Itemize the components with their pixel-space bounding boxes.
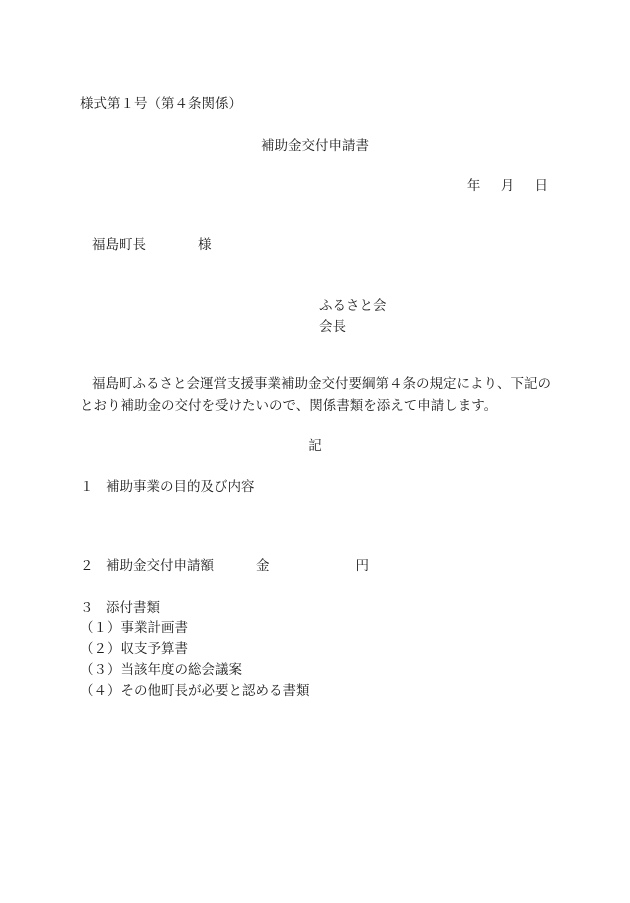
form-number: 様式第１号（第４条関係） xyxy=(80,96,242,112)
item-amount xyxy=(80,557,369,575)
attachment-item: （３）当該年度の総会議案 xyxy=(80,662,242,678)
addressee xyxy=(92,236,212,254)
date-day: 日 xyxy=(534,178,548,194)
document-title: 補助金交付申請書 xyxy=(261,138,369,154)
item-number: ３ xyxy=(80,600,94,616)
item-label: 補助金交付申請額 xyxy=(106,558,214,574)
item-attachments xyxy=(80,599,160,617)
addressee-honorific: 様 xyxy=(198,237,212,253)
item-number: ２ xyxy=(80,558,94,574)
amount-kin: 金 xyxy=(256,558,270,574)
ki-heading: 記 xyxy=(308,438,322,454)
attachment-item: （１）事業計画書 xyxy=(80,620,188,636)
item-label: 添付書類 xyxy=(106,600,160,616)
date-line xyxy=(451,177,548,195)
item-purpose xyxy=(80,478,255,496)
item-label: 補助事業の目的及び内容 xyxy=(106,479,255,495)
applicant-role: 会長 xyxy=(319,319,346,335)
attachment-item: （４）その他町長が必要と認める書類 xyxy=(80,683,310,699)
date-month: 月 xyxy=(500,178,515,194)
addressee-name: 福島町長 xyxy=(92,237,146,253)
applicant-organization: ふるさと会 xyxy=(319,298,387,314)
item-number: １ xyxy=(80,479,94,495)
date-year: 年 xyxy=(466,178,481,194)
attachment-item: （２）収支予算書 xyxy=(80,641,188,657)
body-text-line-2: とおり補助金の交付を受けたいので、関係書類を添えて申請します。 xyxy=(80,398,498,414)
body-text-line-1: 福島町ふるさと会運営支援事業補助金交付要綱第４条の規定により、下記の xyxy=(92,376,551,392)
amount-yen: 円 xyxy=(355,558,369,574)
